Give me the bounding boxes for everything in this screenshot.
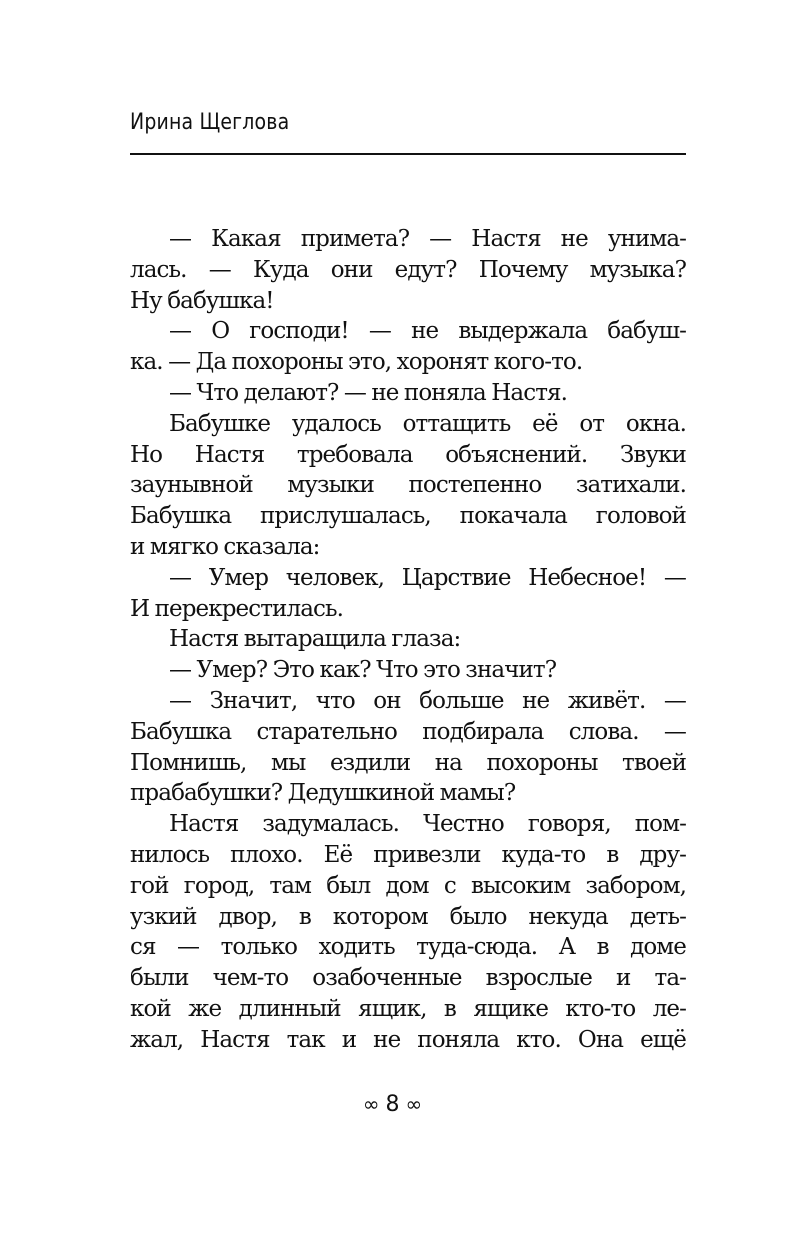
page-folio [0, 1094, 785, 1116]
text-line: Настя вытаращила глаза: [169, 626, 461, 653]
text-line: нилось плохо. Её привезли куда-то в дру- [130, 841, 686, 868]
infinity-ornament-left: ∞ [362, 1092, 380, 1116]
text-line: заунывной музыки постепенно затихали. [130, 472, 686, 499]
body-text [130, 224, 686, 1056]
text-line: — Умер человек, Царствие Небесное! — [169, 564, 686, 591]
text-line: — Значит, что он больше не живёт. — [169, 687, 686, 714]
text-line: узкий двор, в котором было некуда деть- [130, 903, 686, 930]
text-line: Бабушке удалось оттащить её от окна. [169, 410, 686, 437]
infinity-ornament-right: ∞ [405, 1092, 423, 1116]
text-line: прабабушки? Дедушкиной мамы? [130, 780, 516, 807]
text-line: И перекрестилась. [130, 595, 344, 622]
text-line: Настя задумалась. Честно говоря, пом- [169, 811, 686, 838]
text-line: Но Настя требовала объяснений. Звуки [130, 441, 686, 468]
page-number: 8 [385, 1092, 400, 1117]
text-line: были чем-то озабоченные взрослые и та- [130, 965, 686, 992]
text-line: и мягко сказала: [130, 533, 320, 560]
text-line: гой город, там был дом с высоким забором, [130, 872, 686, 899]
text-line: Бабушка старательно подбирала слова. — [130, 718, 686, 745]
text-line: Бабушка прислушалась, покачала головой [130, 503, 686, 530]
running-head-author: Ирина Щеглова [130, 110, 290, 135]
text-line: Помнишь, мы ездили на похороны твоей [130, 749, 686, 776]
text-line: лась. — Куда они едут? Почему музыка? [130, 256, 686, 283]
text-line: жал, Настя так и не поняла кто. Она ещё [130, 1026, 686, 1053]
text-line: ка. — Да похороны это, хоронят кого-то. [130, 349, 583, 376]
header-rule [130, 153, 686, 155]
text-line: — Что делают? — не поняла Настя. [169, 379, 568, 406]
text-line: кой же длинный ящик, в ящике кто-то ле- [130, 995, 686, 1022]
text-line: — Умер? Это как? Что это значит? [169, 657, 557, 684]
text-line: Ну бабушка! [130, 287, 274, 314]
text-line: — О господи! — не выдержала бабуш- [169, 318, 686, 345]
text-line: ся — только ходить туда-сюда. А в доме [130, 934, 686, 961]
text-line: — Какая примета? — Настя не унима- [169, 226, 686, 252]
